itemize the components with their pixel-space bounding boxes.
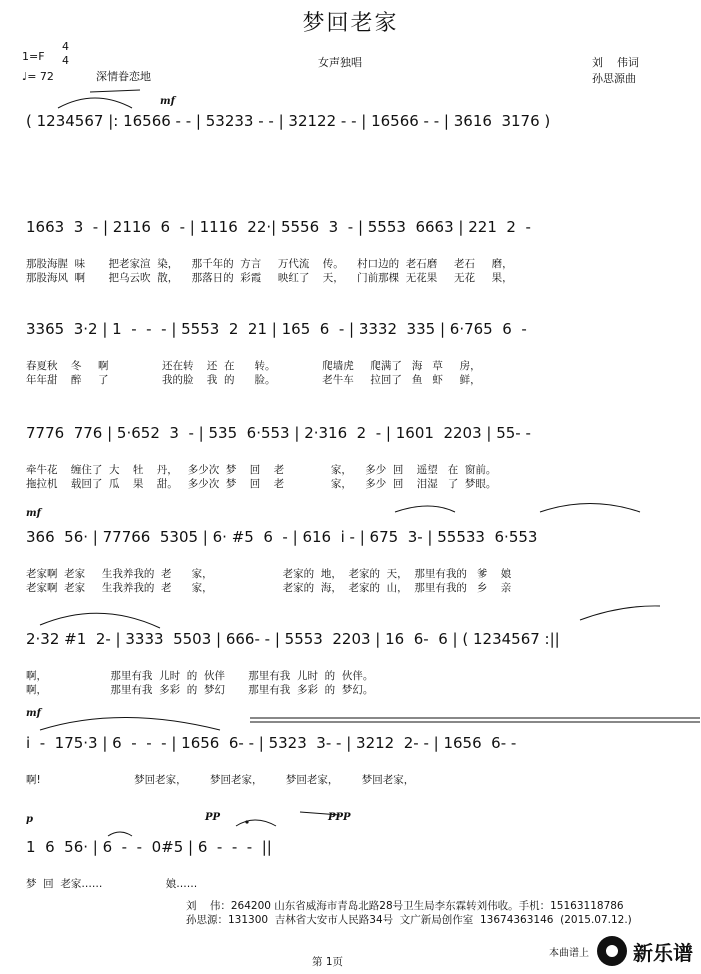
dynamic-p: p <box>26 814 33 825</box>
dynamic-mf: mf <box>160 96 175 107</box>
page-title: 梦回老家 <box>302 11 399 36</box>
lyric-line-1: 梦 回 老家…… 娘…… <box>26 878 198 890</box>
lyric-line-2: 老家啊 老家 生我养我的 老 家， 老家的 海， 老家的 山， 那里有我的 乡 亲 <box>26 582 512 594</box>
notation-line: 1663 3 - | 2116 6 - | 1116 22·| 5556 3 - | 5553 6663 | 221 2 - <box>26 218 531 236</box>
dynamic-mf: mf <box>26 508 41 519</box>
page-number: 第 1页 <box>312 956 344 968</box>
tempo: ♩= 72 <box>22 70 54 83</box>
lyric-line-1: 春夏秋 冬 啊 还在转 还 在 转。 爬墙虎 爬满了 海 草 房， <box>26 360 481 372</box>
performance-type: 女声独唱 <box>318 56 362 69</box>
lyric-line-1: 啊， 那里有我 儿时 的 伙伴 那里有我 儿时 的 伙伴。 <box>26 670 374 682</box>
time-signature-top: 4 <box>62 40 69 53</box>
logo-prefix: 本曲谱上 <box>549 947 589 959</box>
time-signature-bottom: 4 <box>62 54 69 67</box>
lyric-line-2: 年年甜 醉 了 我的脸 我 的 脸。 老牛车 拉回了 鱼 虾 鲜， <box>26 374 481 386</box>
dynamic-mf: mf <box>26 708 41 719</box>
lyric-line-2: 那股海风 啊 把乌云吹 散， 那落日的 彩霞 映红了 天， 门前那棵 无花果 无花 果， <box>26 272 513 284</box>
notation-line: ( 1234567 |: 16566 - - | 53233 - - | 32122 - - | 16566 - - | 3616 3176 ) <box>26 112 551 130</box>
vinyl-disc-icon <box>597 936 627 966</box>
footer-contact-2: 孙思源：131300 吉林省大安市人民路34号 文广新局创作室 13674363146 (2015.07.12.) <box>186 914 632 926</box>
notation-line: 3365 3·2 | 1 - - - | 5553 2 21 | 165 6 - | 3332 335 | 6·765 6 - <box>26 320 527 338</box>
lyric-line-1: 啊! 梦回老家， 梦回老家， 梦回老家， 梦回老家， <box>26 774 415 786</box>
lyric-line-2: 啊， 那里有我 多彩 的 梦幻 那里有我 多彩 的 梦幻。 <box>26 684 374 696</box>
notation-line: 2·32 #1 2- | 3333 5503 | 666- - | 5553 2203 | 16 6- 6 | ( 1234567 :|| <box>26 630 560 648</box>
dynamic-pp: PP <box>205 812 221 823</box>
footer-contact-1: 刘 伟：264200 山东省威海市青岛北路28号卫生局李东霖转刘伟收。手机：15163118786 <box>186 900 624 912</box>
lyric-line-1: 牵牛花 缠住了 大 牡 丹， 多少次 梦 回 老 家， 多少 回 遥望 在 窗前。 <box>26 464 497 476</box>
notation-line: i - 175·3 | 6 - - - | 1656 6- - | 5323 3- - | 3212 2- - | 1656 6- - <box>26 734 517 752</box>
expression-marking: 深情眷恋地 <box>96 70 151 83</box>
logo-name: 新乐谱 <box>633 940 693 965</box>
lyric-line-1: 老家啊 老家 生我养我的 老 家， 老家的 地， 老家的 天， 那里有我的 爹 娘 <box>26 568 512 580</box>
composer-credit: 孙思源曲 <box>592 72 636 85</box>
dynamic-ppp: PPP <box>328 812 351 823</box>
lyricist-credit: 刘 伟词 <box>592 56 639 69</box>
lyric-line-1: 那股海腥 味 把老家渲 染， 那千年的 方言 万代流 传。 村口边的 老石磨 老石 磨， <box>26 258 513 270</box>
site-logo <box>549 936 693 966</box>
key-signature: 1=F <box>22 50 45 63</box>
notation-line: 1 6 56· | 6 - - 0#5 | 6 - - - || <box>26 838 272 856</box>
lyric-line-2: 拖拉机 载回了 瓜 果 甜。 多少次 梦 回 老 家， 多少 回 泪湿 了 梦眼。 <box>26 478 497 490</box>
notation-line: 366 56· | 77766 5305 | 6· #5 6 - | 616 i - | 675 3- | 55533 6·553 <box>26 528 538 546</box>
notation-line: 7776 776 | 5·652 3 - | 535 6·553 | 2·316 2 - | 1601 2203 | 55- - <box>26 424 531 442</box>
